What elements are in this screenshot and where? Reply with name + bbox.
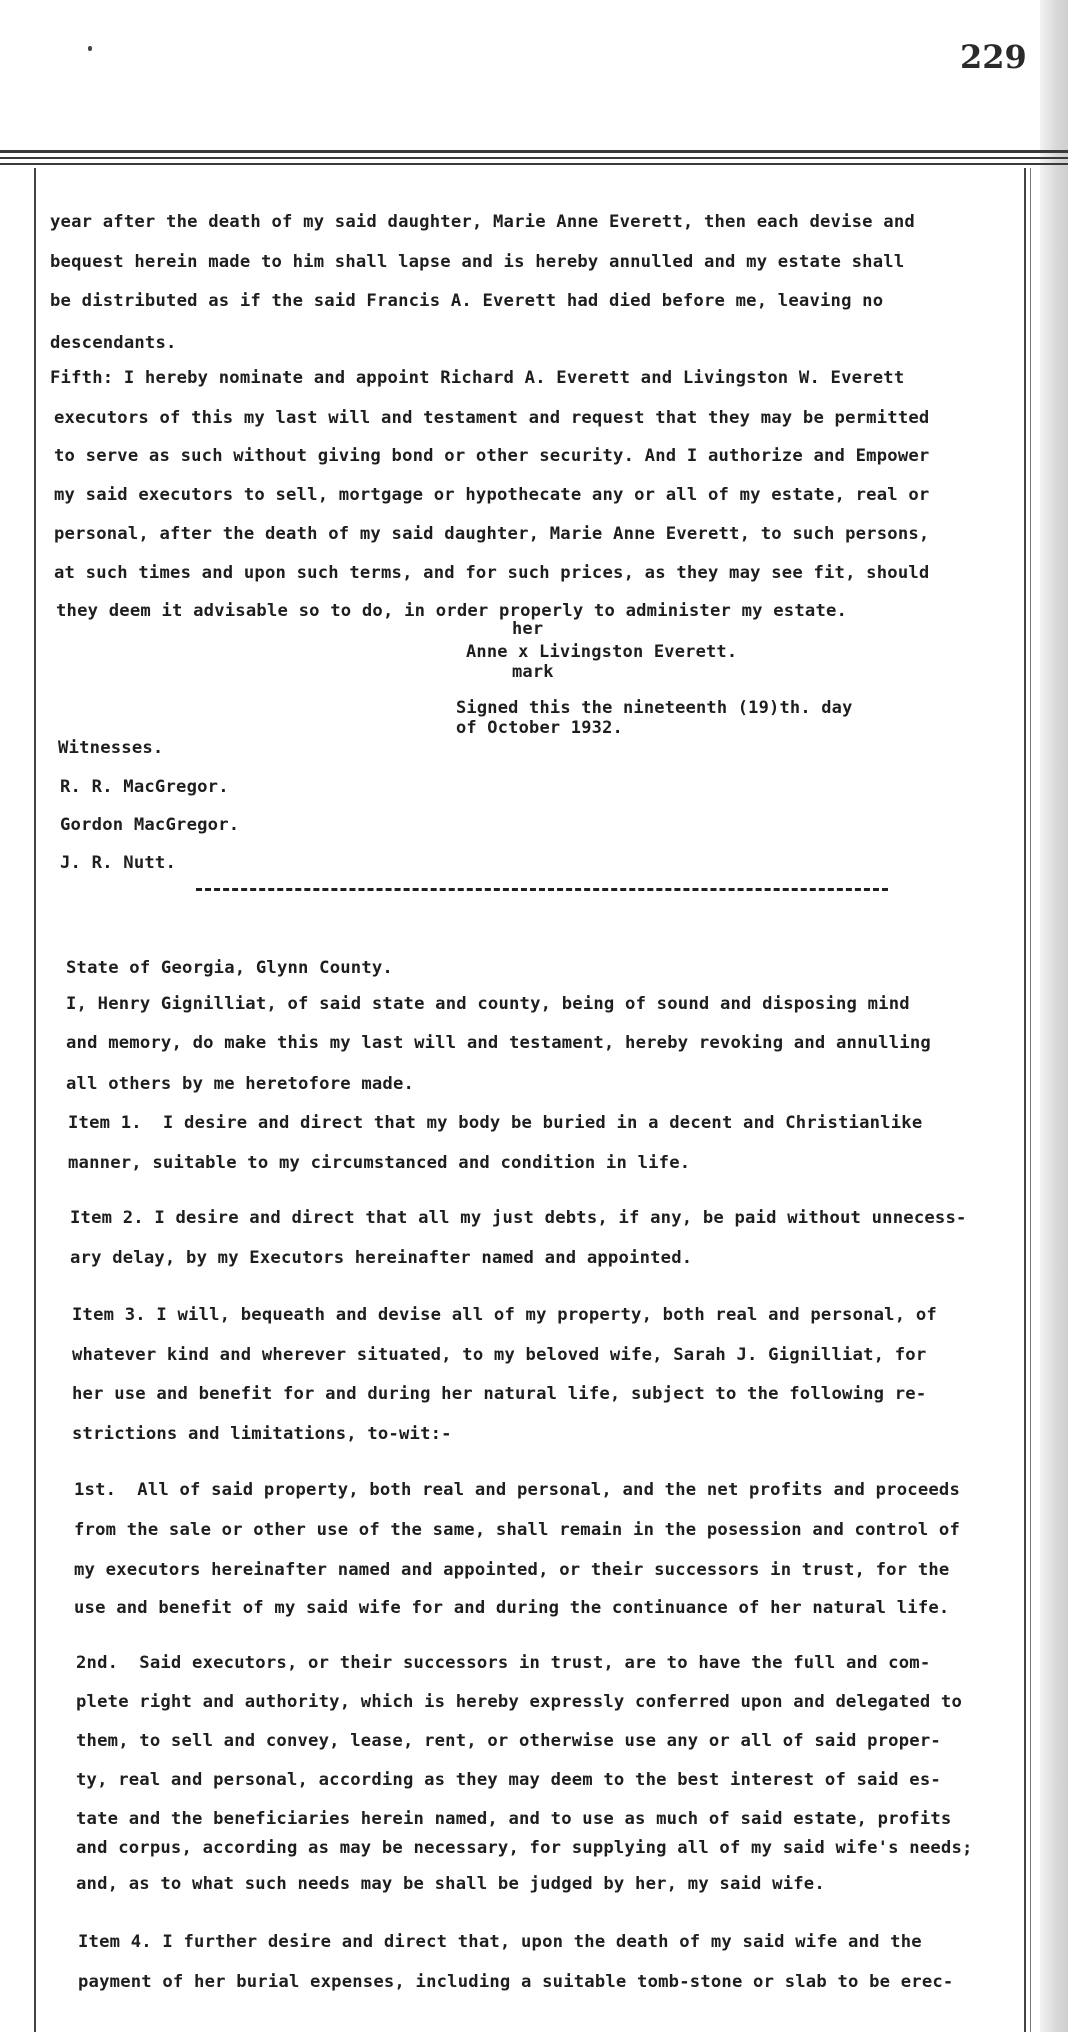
right-margin-rule <box>1024 168 1026 2032</box>
witness-name: J. R. Nutt. <box>60 853 177 873</box>
signed-date-line1: Signed this the nineteenth (19)th. day <box>456 698 853 718</box>
will-text-line: from the sale or other use of the same, shall remain in the posession and control of <box>74 1520 961 1540</box>
will-text-line: bequest herein made to him shall lapse and is hereby annulled and my estate shall <box>50 252 905 272</box>
will-text-line: my said executors to sell, mortgage or hypothecate any or all of my estate, real or <box>54 485 930 505</box>
will-text-line: at such times and upon such terms, and for such prices, as they may see fit, should <box>54 563 930 583</box>
will-text-line: my executors hereinafter named and appointed, or their successors in trust, for the <box>74 1560 950 1580</box>
will-text-line: Item 2. I desire and direct that all my just debts, if any, be paid without unnecess- <box>70 1208 967 1228</box>
will-text-line: and memory, do make this my last will and testament, hereby revoking and annulling <box>66 1033 931 1053</box>
witness-name: R. R. MacGregor. <box>60 777 229 797</box>
witnesses-heading: Witnesses. <box>58 738 164 758</box>
will-text-line: State of Georgia, Glynn County. <box>66 958 393 978</box>
will-text-line: I, Henry Gignilliat, of said state and county, being of sound and disposing mind <box>66 994 910 1014</box>
signature-mark: mark <box>512 662 554 682</box>
ink-speck <box>88 46 92 51</box>
signature-her: her <box>512 619 544 639</box>
will-text-line: tate and the beneficiaries herein named, and to use as much of said estate, profits <box>76 1809 952 1829</box>
will-text-line: year after the death of my said daughter, Marie Anne Everett, then each devise and <box>50 212 915 232</box>
witness-name: Gordon MacGregor. <box>60 815 240 835</box>
will-text-line: they deem it advisable so to do, in order properly to administer my estate. <box>56 601 848 621</box>
will-text-line: executors of this my last will and testament and request that they may be permitted <box>54 408 930 428</box>
will-text-line: manner, suitable to my circumstanced and condition in life. <box>68 1153 691 1173</box>
will-text-line: descendants. <box>50 333 177 353</box>
will-text-line: be distributed as if the said Francis A. Everett had died before me, leaving no <box>50 291 884 311</box>
will-text-line: Item 1. I desire and direct that my body be buried in a decent and Christianlike <box>68 1113 923 1133</box>
right-margin-rule-outer <box>1030 168 1031 2032</box>
will-text-line: all others by me heretofore made. <box>66 1074 415 1094</box>
will-text-line: Item 4. I further desire and direct that, upon the death of my said wife and the <box>78 1932 922 1952</box>
will-text-line: whatever kind and wherever situated, to my beloved wife, Sarah J. Gignilliat, for <box>72 1345 927 1365</box>
will-text-line: and corpus, according as may be necessary, for supplying all of my said wife's needs; <box>76 1838 973 1858</box>
left-margin-rule <box>34 168 36 2032</box>
will-text-line: personal, after the death of my said daughter, Marie Anne Everett, to such persons, <box>54 524 930 544</box>
will-text-line: 2nd. Said executors, or their successors in trust, are to have the full and com- <box>76 1653 931 1673</box>
header-rule-top <box>0 150 1068 153</box>
will-text-line: strictions and limitations, to-wit:- <box>72 1424 452 1444</box>
will-text-line: Fifth: I hereby nominate and appoint Richard A. Everett and Livingston W. Everett <box>50 368 905 388</box>
will-text-line: them, to sell and convey, lease, rent, or otherwise use any or all of said proper- <box>76 1731 941 1751</box>
will-text-line: 1st. All of said property, both real and personal, and the net profits and proceeds <box>74 1480 961 1500</box>
section-divider <box>196 888 888 891</box>
will-text-line: use and benefit of my said wife for and during the continuance of her natural life. <box>74 1598 950 1618</box>
will-text-line: ty, real and personal, according as they may deem to the best interest of said es- <box>76 1770 941 1790</box>
page-edge-shadow <box>1040 0 1068 2032</box>
signed-date-line2: of October 1932. <box>456 718 623 738</box>
will-text-line: payment of her burial expenses, including a suitable tomb-stone or slab to be erec- <box>78 1972 954 1992</box>
will-text-line: to serve as such without giving bond or other security. And I authorize and Empower <box>54 446 930 466</box>
header-rule-bottom <box>0 163 1068 165</box>
signature-name: Anne x Livingston Everett. <box>466 642 738 662</box>
will-text-line: Item 3. I will, bequeath and devise all of my property, both real and personal, of <box>72 1305 937 1325</box>
page-number: 229 <box>960 38 1027 76</box>
will-text-line: ary delay, by my Executors hereinafter named and appointed. <box>70 1248 693 1268</box>
will-text-line: her use and benefit for and during her natural life, subject to the following re- <box>72 1384 927 1404</box>
header-rule-middle <box>0 157 1068 159</box>
will-text-line: plete right and authority, which is hereby expressly conferred upon and delegated to <box>76 1692 963 1712</box>
will-text-line: and, as to what such needs may be shall be judged by her, my said wife. <box>76 1874 825 1894</box>
